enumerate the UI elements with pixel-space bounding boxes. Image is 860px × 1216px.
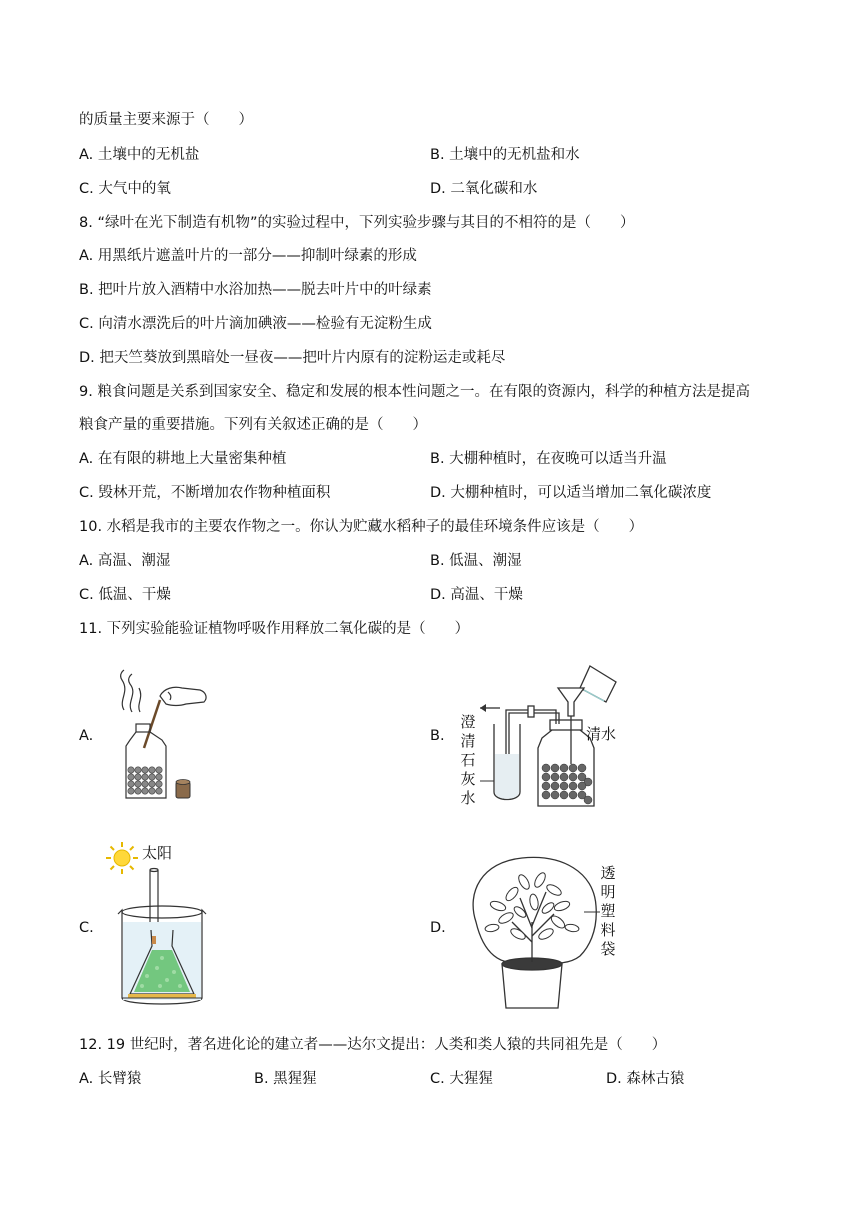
q12-option-c: C. 大猩猩 xyxy=(430,1071,493,1087)
q10-stem: 10. 水稻是我市的主要农作物之一。你认为贮藏水稻种子的最佳环境条件应该是（ ） xyxy=(79,519,644,535)
q11-stem: 11. 下列实验能验证植物呼吸作用释放二氧化碳的是（ ） xyxy=(79,621,470,637)
q12-option-b: B. 黑猩猩 xyxy=(254,1071,317,1087)
q12-stem: 12. 19 世纪时，著名进化论的建立者——达尔文提出：人类和类人猿的共同祖先是（ ） xyxy=(79,1037,667,1053)
q10-option-d: D. 高温、干燥 xyxy=(430,587,523,603)
figure-b-water-label: 清水 xyxy=(586,725,617,743)
q12-option-d: D. 森林古猿 xyxy=(606,1071,685,1087)
figure-b-limewater-label: 澄清石灰水 xyxy=(460,713,476,807)
q12-option-a: A. 长臂猿 xyxy=(79,1071,142,1087)
q11-option-b-label: B. xyxy=(430,728,445,744)
q8-option-a: A. 用黑纸片遮盖叶片的一部分——抑制叶绿素的形成 xyxy=(79,248,417,264)
figure-c-sun-label: 太阳 xyxy=(142,844,173,862)
q10-option-b: B. 低温、潮湿 xyxy=(430,553,522,569)
q7-option-d: D. 二氧化碳和水 xyxy=(430,181,538,197)
q8-option-b: B. 把叶片放入酒精中水浴加热——脱去叶片中的叶绿素 xyxy=(79,282,432,298)
q7-option-b: B. 土壤中的无机盐和水 xyxy=(430,147,580,163)
q7-option-c: C. 大气中的氧 xyxy=(79,181,171,197)
q10-option-c: C. 低温、干燥 xyxy=(79,587,171,603)
q11-option-a-label: A. xyxy=(79,728,94,744)
figure-c-beaker-funnel-plant xyxy=(112,866,212,1012)
q9-option-d: D. 大棚种植时，可以适当增加二氧化碳浓度 xyxy=(430,485,712,501)
q9-stem-line1: 9. 粮食问题是关系到国家安全、稳定和发展的根本性问题之一。在有限的资源内，科学的种植方法是提高 xyxy=(79,384,750,400)
q8-stem: 8. “绿叶在光下制造有机物”的实验过程中，下列实验步骤与其目的不相符的是（ ） xyxy=(79,215,635,231)
figure-d-bag-label: 透明塑料袋 xyxy=(600,864,616,958)
figure-d-plant-in-plastic-bag xyxy=(462,852,602,1012)
q9-option-a: A. 在有限的耕地上大量密集种植 xyxy=(79,451,287,467)
q8-option-d: D. 把天竺葵放到黑暗处一昼夜——把叶片内原有的淀粉运走或耗尽 xyxy=(79,350,506,366)
q11-option-d-label: D. xyxy=(430,920,446,936)
q9-option-c: C. 毁林开荒，不断增加农作物种植面积 xyxy=(79,485,331,501)
figure-a-jar-burning-stick xyxy=(112,670,212,805)
q7-option-a: A. 土壤中的无机盐 xyxy=(79,147,200,163)
q7-stem-end: 的质量主要来源于（ ） xyxy=(79,112,253,128)
q10-option-a: A. 高温、潮湿 xyxy=(79,553,171,569)
q9-option-b: B. 大棚种植时，在夜晚可以适当升温 xyxy=(430,451,667,467)
q8-option-c: C. 向清水漂洗后的叶片滴加碘液——检验有无淀粉生成 xyxy=(79,316,432,332)
q9-stem-line2: 粮食产量的重要措施。下列有关叙述正确的是（ ） xyxy=(79,417,427,433)
q11-option-c-label: C. xyxy=(79,920,94,936)
